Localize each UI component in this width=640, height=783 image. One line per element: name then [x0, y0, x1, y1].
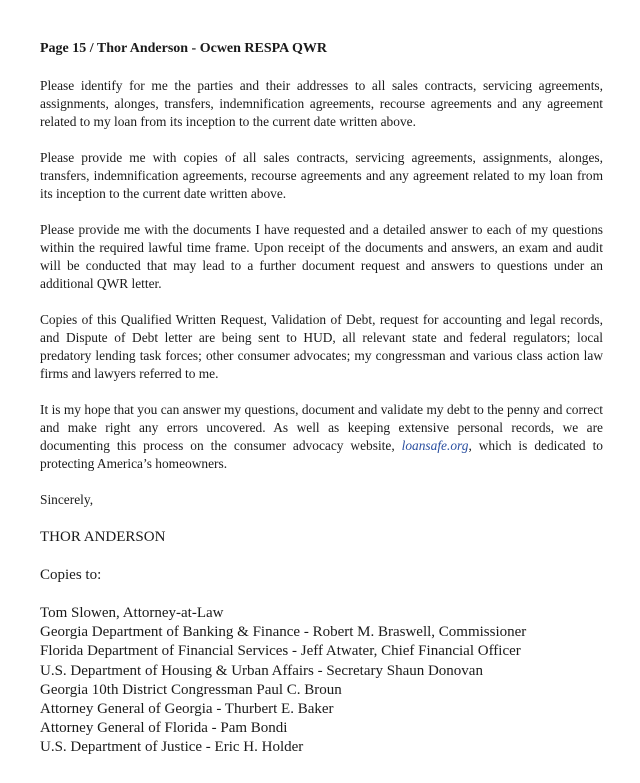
paragraph-closing [40, 401, 603, 473]
signoff: Sincerely, [40, 492, 94, 507]
paragraph-request-copies: Please provide me with copies of all sales contracts, servicing agreements, assignments, alonges, transfers, indemnification agreements, recourse agreements and any agreement related to my loan from its inception to the current date written above. [40, 150, 603, 201]
copy-recipient: U.S. Department of Justice - Eric H. Holder [40, 739, 304, 756]
closing-text-before-link: It is my hope that you can answer my questions, document and validate my debt to the penny and correct and make right any errors uncovered. As well as keeping extensive personal records, we are documenting this process on the consumer advocacy website, [40, 402, 603, 453]
copy-recipient: Tom Slowen, Attorney-at-Law [40, 605, 224, 621]
paragraph-copies-sent: Copies of this Qualified Written Request, Validation of Debt, request for accounting and legal records, and Dispute of Debt letter are being sent to HUD, all relevant state and federal regulators; local predatory lending task forces; other consumer advocates; my congressman and various class action law firms and lawyers referred to me. [40, 312, 603, 381]
copies-label: Copies to: [40, 567, 102, 583]
copy-recipient: Attorney General of Florida - Pam Bondi [40, 720, 288, 737]
copy-recipient: Georgia Department of Banking & Finance - Robert M. Braswell, Commissioner [40, 624, 527, 641]
loansafe-link[interactable]: loansafe.org [401, 438, 469, 453]
signer-name: THOR ANDERSON [40, 529, 166, 545]
copy-recipient: Attorney General of Georgia - Thurbert E. Baker [40, 701, 334, 718]
paragraph-identify-parties: Please identify for me the parties and their addresses to all sales contracts, servicing agreements, assignments, alonges, transfers, indemnification agreements, recourse agreements and any agreement related to my loan from its inception to the current date written above. [40, 78, 603, 129]
letter-page [40, 40, 603, 758]
copy-recipient: Florida Department of Financial Services - Jeff Atwater, Chief Financial Officer [40, 643, 521, 660]
page-header: Page 15 / Thor Anderson - Ocwen RESPA QWR [40, 41, 328, 56]
copy-recipient: U.S. Department of Housing & Urban Affairs - Secretary Shaun Donovan [40, 662, 483, 679]
copy-recipient: Georgia 10th District Congressman Paul C. Broun [40, 681, 342, 698]
copies-list [40, 604, 603, 758]
closing-text-after-link: , which is dedicated to protecting America’s homeowners. [40, 438, 603, 471]
paragraph-time-frame: Please provide me with the documents I have requested and a detailed answer to each of my questions within the required lawful time frame. Upon receipt of the documents and answers, an exam and audit will be conducted that may lead to a further document request and answers to questions under an additional QWR letter. [40, 222, 603, 291]
